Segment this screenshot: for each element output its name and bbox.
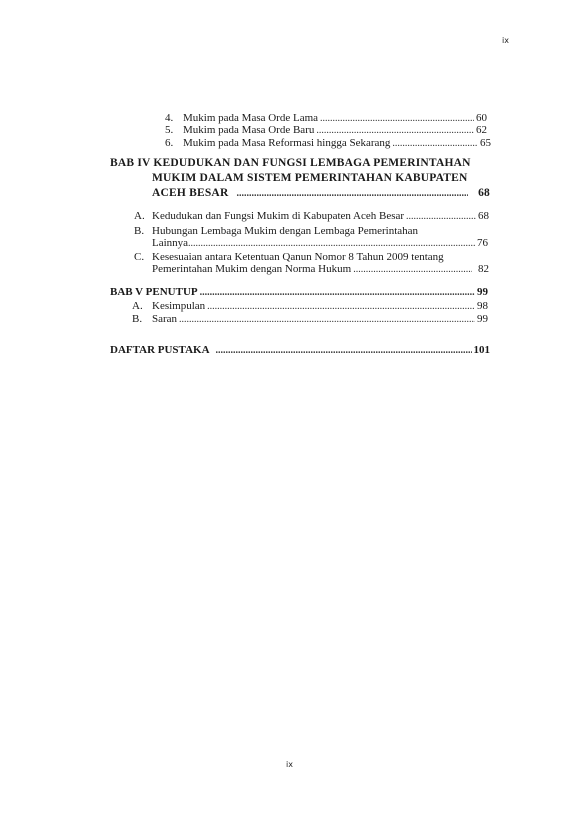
toc-entry-number: C. — [134, 251, 145, 263]
toc-entry-page: 65 — [480, 137, 491, 149]
toc-entry-page: 82 — [478, 263, 489, 275]
toc-entry-first-line — [134, 251, 444, 263]
toc-entry — [132, 300, 488, 312]
toc-entry-title-cont: Lainnya — [152, 237, 189, 249]
dot-leader — [200, 287, 475, 298]
toc-entry-page: 62 — [476, 124, 487, 136]
toc-entry — [165, 137, 491, 149]
toc-entry-number: 6. — [165, 137, 174, 149]
toc-entry — [152, 263, 489, 275]
toc-entry-title: Mukim pada Masa Orde Baru — [183, 124, 315, 136]
toc-entry — [165, 112, 487, 124]
dot-leader — [179, 314, 475, 325]
dot-leader — [353, 264, 472, 275]
toc-entry-page: 68 — [478, 187, 490, 199]
toc-entry-number: 5. — [165, 124, 174, 136]
chapter-title-line-1: KEDUDUKAN DAN FUNGSI LEMBAGA PEMERINTAHAN — [153, 157, 471, 169]
dot-leader — [316, 125, 474, 136]
chapter-label: BAB V PENUTUP — [110, 286, 198, 298]
toc-entry-title: Saran — [152, 313, 178, 325]
toc-entry-page: 101 — [473, 344, 490, 356]
toc-entry-page: 99 — [477, 313, 488, 325]
chapter-title-line-2: MUKIM DALAM SISTEM PEMERINTAHAN KABUPATEN — [152, 172, 468, 184]
toc-entry-number: B. — [132, 313, 143, 325]
toc-entry — [134, 210, 489, 222]
toc-entry-number: A. — [132, 300, 143, 312]
dot-leader — [236, 188, 468, 200]
toc-entry-number: 4. — [165, 112, 174, 124]
chapter-heading — [110, 344, 490, 356]
toc-entry — [152, 237, 488, 249]
toc-entry-page: 99 — [477, 286, 488, 298]
dot-leader — [216, 345, 472, 356]
chapter-label: DAFTAR PUSTAKA — [110, 344, 210, 356]
chapter-heading — [110, 286, 488, 298]
dot-leader — [188, 238, 475, 249]
toc-entry-title: Mukim pada Masa Orde Lama — [183, 112, 319, 124]
toc-entry-first-line — [134, 225, 418, 237]
chapter-title-line-3 — [152, 187, 490, 200]
toc-entry-title: Kesesuaian antara Ketentuan Qanun Nomor 8 Tahun 2009 tentang — [152, 251, 444, 263]
dot-leader — [207, 301, 475, 312]
toc-entry-number: A. — [134, 210, 145, 222]
toc-entry-page: 68 — [478, 210, 489, 222]
toc-entry-title-cont: Pemerintahan Mukim dengan Norma Hukum — [152, 263, 352, 275]
toc-entry-title: Kedudukan dan Fungsi Mukim di Kabupaten Aceh Besar — [152, 210, 405, 222]
chapter-label: BAB IV — [110, 157, 151, 169]
page-number-footer: ix — [286, 760, 293, 769]
chapter-heading — [110, 157, 471, 169]
toc-entry-title: Kesimpulan — [152, 300, 206, 312]
dot-leader — [392, 138, 478, 149]
toc-entry-page: 60 — [476, 112, 487, 124]
toc-entry — [132, 313, 488, 325]
dot-leader — [406, 211, 476, 222]
chapter-title-text: ACEH BESAR — [152, 187, 229, 199]
page-number-header: ix — [502, 36, 509, 45]
toc-entry-number: B. — [134, 225, 145, 237]
toc-entry — [165, 124, 487, 136]
toc-entry-page: 76 — [477, 237, 488, 249]
toc-entry-page: 98 — [477, 300, 488, 312]
toc-entry-title: Mukim pada Masa Reformasi hingga Sekarang — [183, 137, 391, 149]
dot-leader — [320, 113, 474, 124]
toc-entry-title: Hubungan Lembaga Mukim dengan Lembaga Pemerintahan — [152, 225, 419, 237]
